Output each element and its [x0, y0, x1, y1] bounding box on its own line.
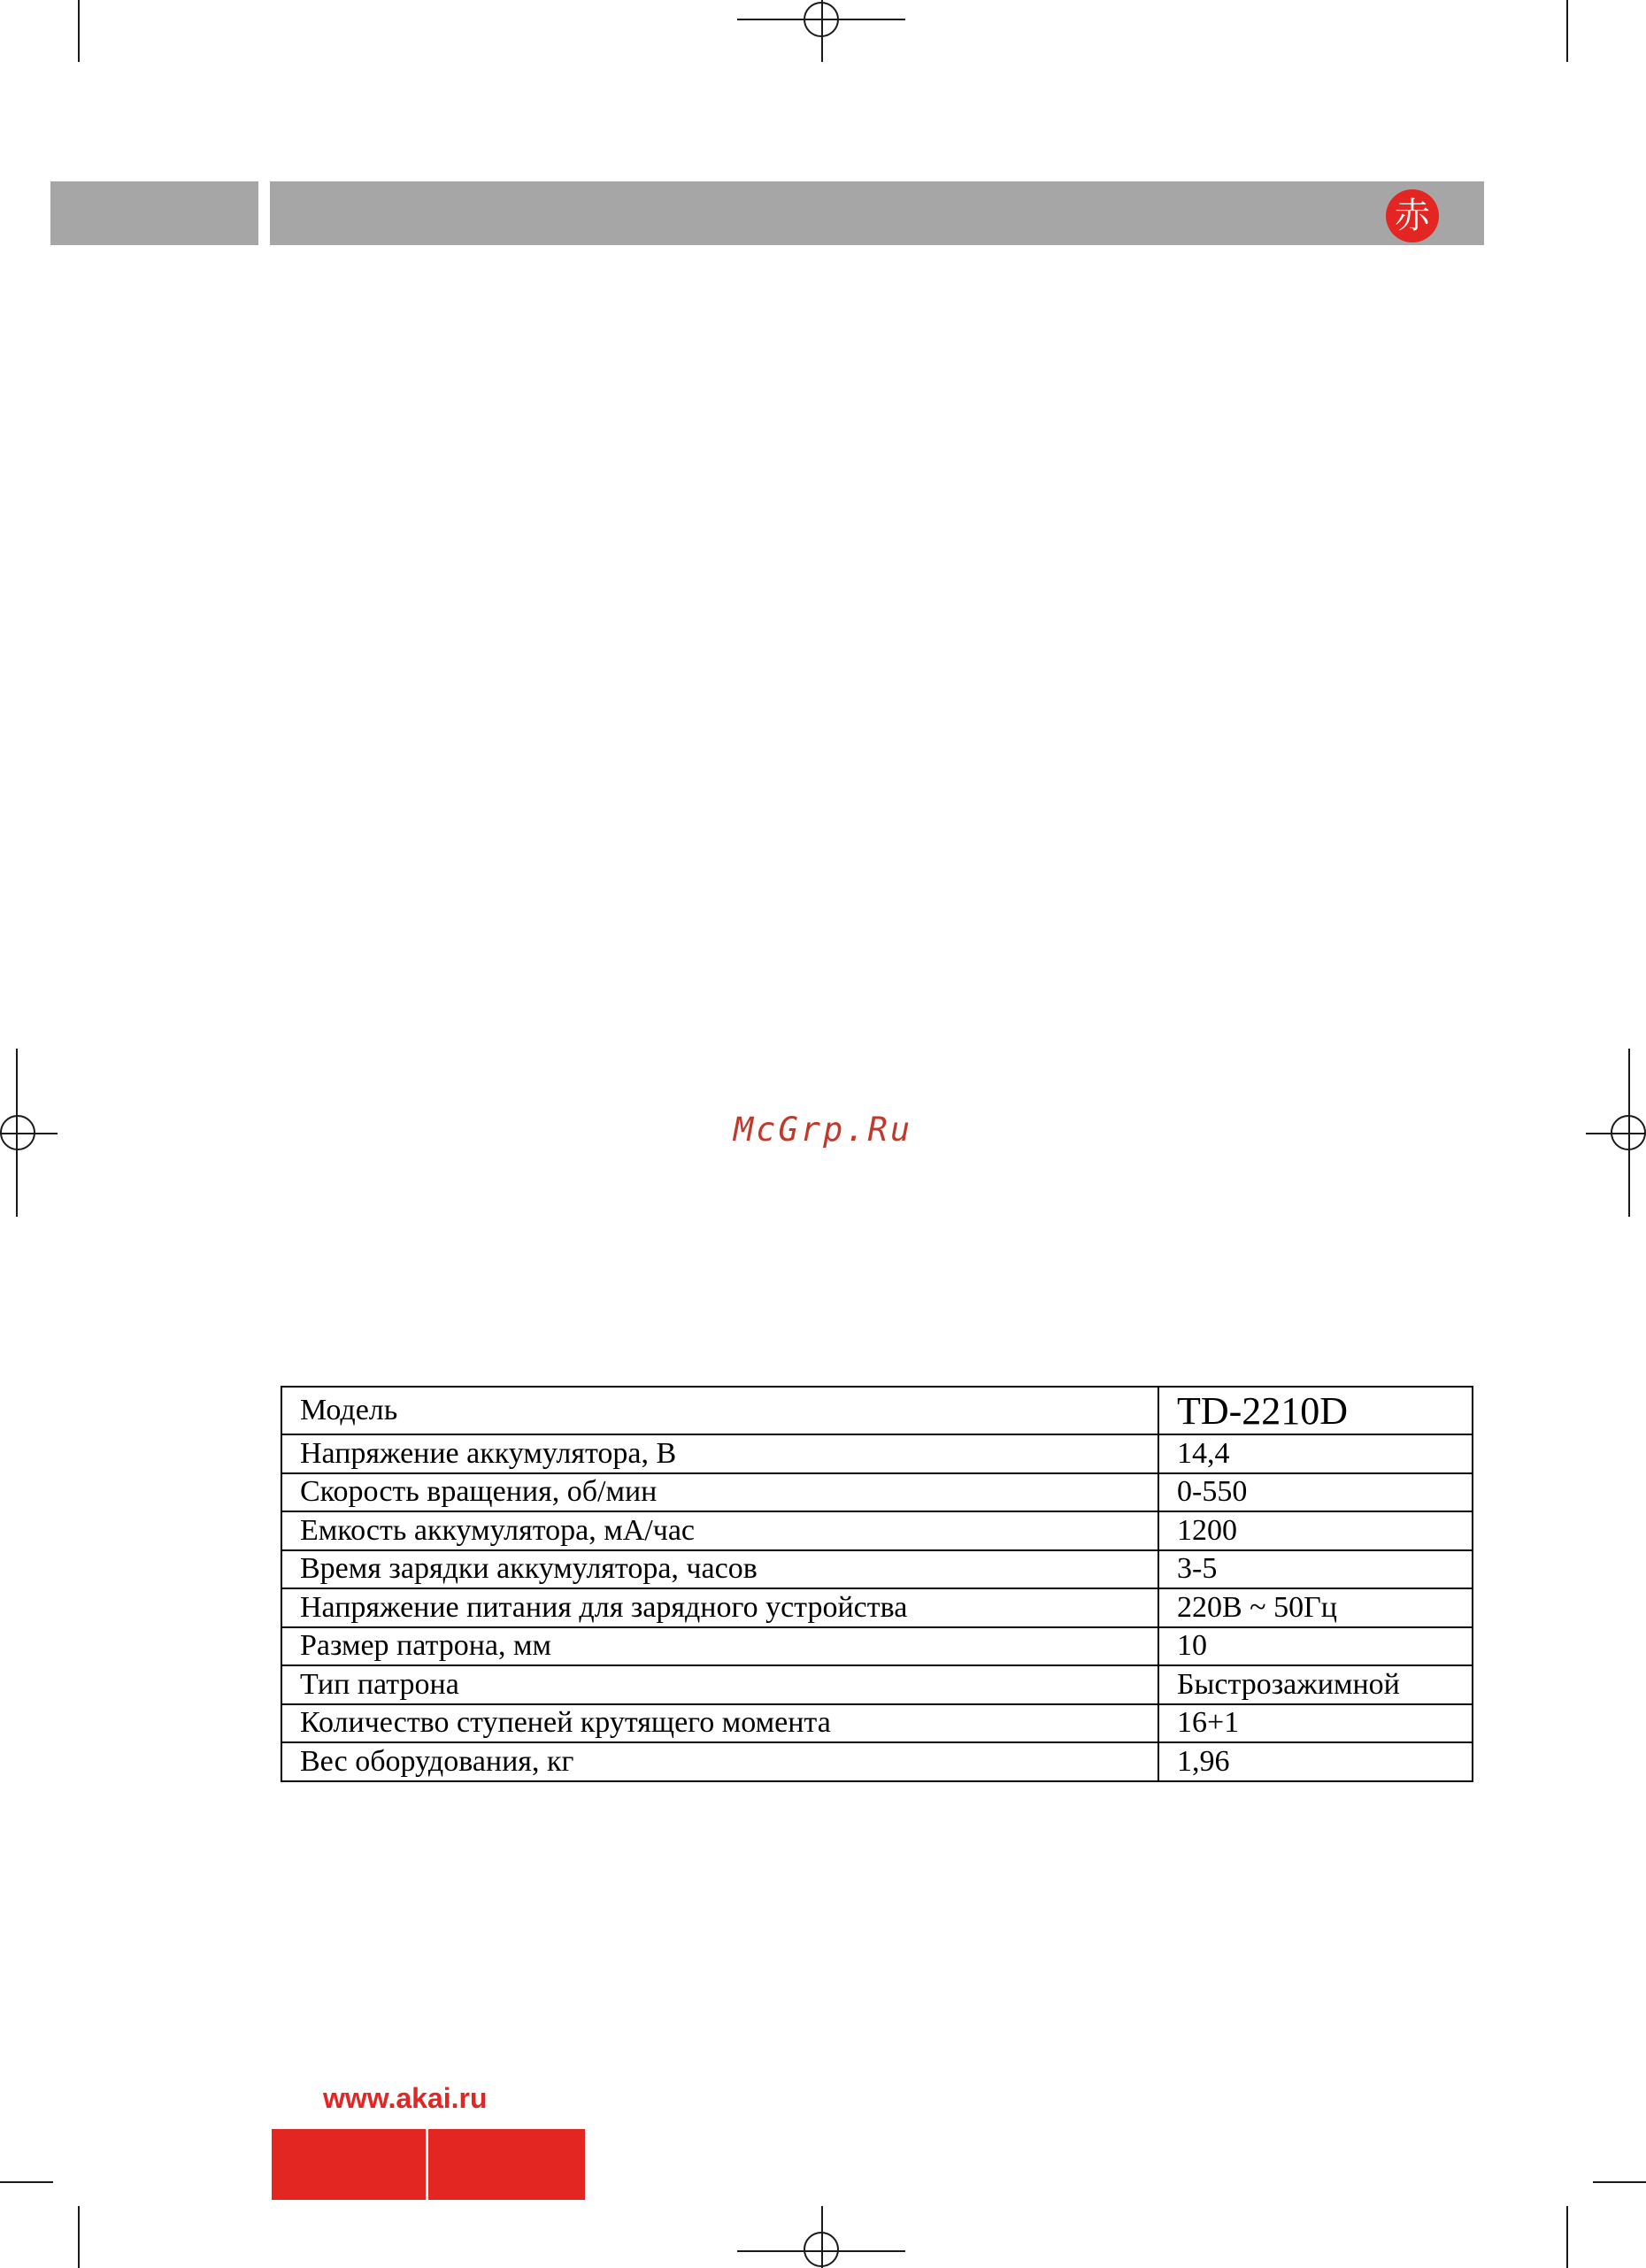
footer-red-block-left	[272, 2129, 426, 2200]
spec-label: Напряжение аккумулятора, В	[281, 1434, 1158, 1473]
footer-red-block-right	[428, 2129, 585, 2200]
spec-label: Количество ступеней крутящего момента	[281, 1704, 1158, 1743]
spec-value: Быстрозажимной	[1158, 1665, 1473, 1704]
spec-row	[281, 1550, 1473, 1589]
footer-url[interactable]: www.akai.ru	[323, 2082, 488, 2114]
spec-value: 10	[1158, 1627, 1473, 1666]
spec-label: Время зарядки аккумулятора, часов	[281, 1550, 1158, 1589]
akai-logo-icon: 赤	[1386, 189, 1439, 242]
spec-label: Напряжение питания для зарядного устройства	[281, 1588, 1158, 1627]
spec-row	[281, 1627, 1473, 1666]
spec-value: 1200	[1158, 1511, 1473, 1550]
spec-label: Емкость аккумулятора, мА/час	[281, 1511, 1158, 1550]
spec-label: Модель	[281, 1387, 1158, 1434]
spec-value: 1,96	[1158, 1742, 1473, 1781]
spec-label: Скорость вращения, об/мин	[281, 1473, 1158, 1512]
spec-row	[281, 1387, 1473, 1434]
spec-row	[281, 1511, 1473, 1550]
spec-row	[281, 1665, 1473, 1704]
spec-row	[281, 1704, 1473, 1743]
spec-value: 0-550	[1158, 1473, 1473, 1512]
header-bar-main	[270, 181, 1484, 245]
spec-row	[281, 1588, 1473, 1627]
spec-label: Вес оборудования, кг	[281, 1742, 1158, 1781]
spec-table	[281, 1386, 1473, 1782]
spec-row	[281, 1473, 1473, 1512]
spec-label: Тип патрона	[281, 1665, 1158, 1704]
spec-value: TD-2210D	[1158, 1387, 1473, 1434]
header-bar-left	[50, 181, 258, 245]
spec-label: Размер патрона, мм	[281, 1627, 1158, 1666]
spec-value: 14,4	[1158, 1434, 1473, 1473]
watermark: McGrp.Ru	[733, 1111, 913, 1149]
spec-row	[281, 1742, 1473, 1781]
spec-value: 220В ~ 50Гц	[1158, 1588, 1473, 1627]
spec-row	[281, 1434, 1473, 1473]
spec-value: 16+1	[1158, 1704, 1473, 1743]
spec-value: 3-5	[1158, 1550, 1473, 1589]
